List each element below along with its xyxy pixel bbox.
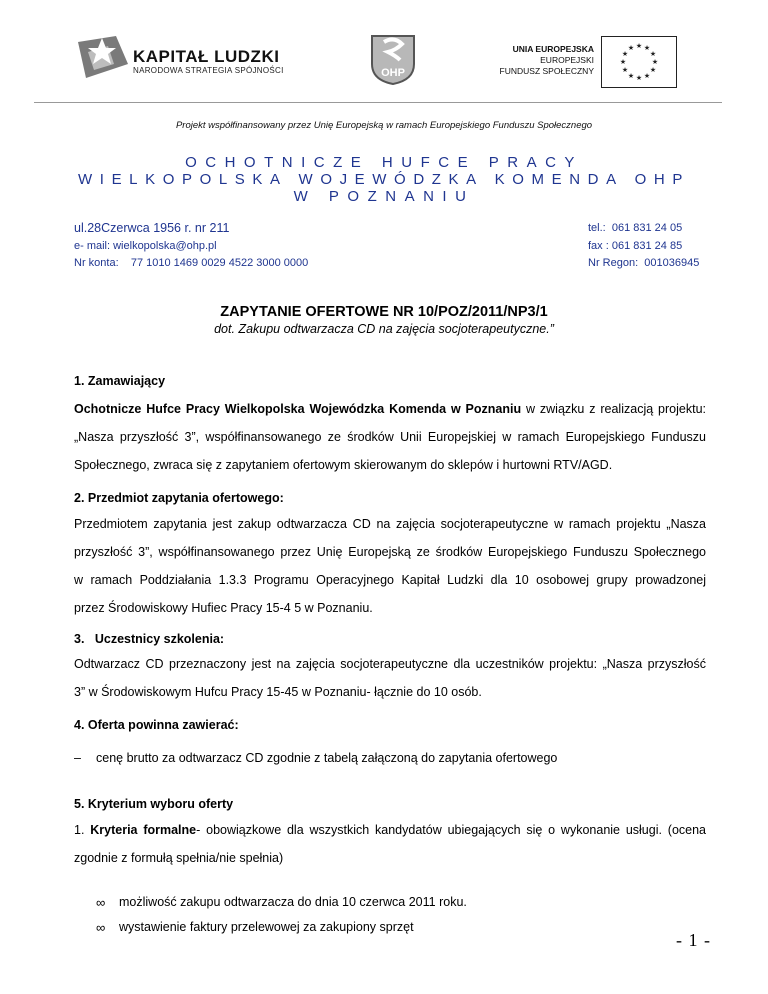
section-4-bullet-icon: – (74, 751, 81, 765)
org-name-line-1: OCHOTNICZE HUFCE PRACY (185, 154, 583, 171)
project-cofinancing-line: Projekt współfinansowany przez Unię Europejską w ramach Europejskiego Funduszu Społecznego (175, 120, 593, 131)
svg-text:★: ★ (649, 50, 657, 58)
section-5-line-2: zgodnie z formułą spełnia/nie spełnia) (74, 851, 284, 865)
section-2-line-1: Przedmiotem zapytania jest zakup odtwarzacza CD na zajęcia socjoterapeutyczne w ramach projektu „Nasza (74, 517, 706, 531)
section-5-item-1: możliwość zakupu odtwarzacza do dnia 10 czerwca 2011 roku. (119, 895, 467, 909)
section-5-bullet-2-icon: ∞ (96, 920, 106, 935)
kapital-ludzki-title: KAPITAŁ LUDZKI (133, 47, 280, 66)
section-3-heading: 3. Uczestnicy szkolenia: (74, 632, 225, 646)
contact-tel: tel.: 061 831 24 05 (588, 222, 683, 234)
page-number: - 1 - (676, 930, 711, 950)
section-1-heading: 1. Zamawiający (74, 374, 166, 388)
section-4-item: cenę brutto za odtwarzacz CD zgodnie z tabelą załączoną do zapytania ofertowego (96, 751, 558, 765)
section-2-line-3: w ramach Poddziałania 1.3.3 Programu Operacyjnego Kapitał Ludzki dla 10 osobowej grupy prowadzonej (74, 573, 706, 587)
contact-fax: fax : 061 831 24 85 (588, 240, 683, 252)
svg-text:★: ★ (649, 66, 657, 74)
section-2-line-2: przyszłość 3”, współfinansowanego przez Unię Europejską ze środków Europejskiego Funduszu Społecznego (74, 545, 706, 559)
svg-text:★: ★ (643, 44, 651, 52)
contact-regon: Nr Regon: 001036945 (588, 257, 700, 269)
section-5-formal-bold: Kryteria formalne (90, 823, 197, 837)
eu-fund-text (476, 44, 594, 77)
section-5-line-1-rest: - obowiązkowe dla wszystkich kandydatów ubiegających się o wykonanie usługi. (ocena (196, 823, 706, 837)
svg-text:★: ★ (635, 74, 643, 82)
section-2-heading: 2. Przedmiot zapytania ofertowego: (74, 491, 284, 505)
section-2-line-4: przez Środowiskowy Hufiec Pracy 15-4 5 w Poznaniu. (74, 601, 373, 615)
org-name-line-3: W POZNANIU (293, 188, 475, 205)
section-5-line-1 (74, 823, 706, 837)
contact-email: e- mail: wielkopolska@ohp.pl (74, 240, 217, 252)
section-4-heading: 4. Oferta powinna zawierać: (74, 718, 239, 732)
document-subtitle: dot. Zakupu odtwarzacza CD na zajęcia socjoterapeutyczne.” (214, 322, 554, 336)
eu-line-3: FUNDUSZ SPOŁECZNY (499, 66, 594, 76)
section-5-heading: 5. Kryterium wyboru oferty (74, 797, 234, 811)
eu-line-2: EUROPEJSKI (540, 55, 594, 65)
svg-text:★: ★ (619, 58, 627, 66)
section-3-line-2: 3” w Środowiskowym Hufcu Pracy 15-45 w Poznaniu- łącznie do 10 osób. (74, 685, 482, 699)
ohp-logo-icon (366, 30, 420, 86)
document-title: ZAPYTANIE OFERTOWE NR 10/POZ/2011/NP3/1 (220, 304, 548, 320)
contact-address: ul.28Czerwca 1956 r. nr 211 (74, 221, 230, 235)
section-1-line-2: „Nasza przyszłość 3”, współfinansowanego ze środków Unii Europejskiej w ramach Europejskiego Funduszu (74, 430, 706, 444)
section-5-bullet-1-icon: ∞ (96, 895, 106, 910)
eu-line-1: UNIA EUROPEJSKA (512, 44, 594, 54)
contact-account: Nr konta: 77 1010 1469 0029 4522 3000 0000 (74, 257, 309, 269)
svg-text:★: ★ (651, 58, 659, 66)
header-divider (34, 102, 722, 103)
svg-text:★: ★ (627, 44, 635, 52)
svg-text:★: ★ (621, 50, 629, 58)
ohp-logo-text: OHP (381, 67, 405, 79)
org-name-line-2: WIELKOPOLSKA WOJEWÓDZKA KOMENDA OHP (78, 171, 690, 188)
section-1-line-1 (74, 402, 706, 416)
section-3-line-1: Odtwarzacz CD przeznaczony jest na zajęcia socjoterapeutyczne dla uczestników projektu: „Nasza przyszłość (74, 657, 706, 671)
eu-flag-icon (601, 36, 677, 88)
svg-text:★: ★ (643, 72, 651, 80)
svg-text:★: ★ (627, 72, 635, 80)
kapital-ludzki-subtitle: NARODOWA STRATEGIA SPÓJNOŚCI (133, 66, 284, 75)
svg-text:★: ★ (621, 66, 629, 74)
section-1-line-1-rest: w związku z realizacją projektu: (521, 402, 706, 416)
svg-text:★: ★ (635, 42, 643, 50)
section-1-line-3: Społecznego, zwraca się z zapytaniem ofertowym skierowanym do sklepów i hurtowni RTV/AGD. (74, 458, 613, 472)
section-1-org-bold: Ochotnicze Hufce Pracy Wielkopolska Wojewódzka Komenda w Poznaniu (74, 402, 522, 416)
section-5-item-2: wystawienie faktury przelewowej za zakupiony sprzęt (119, 920, 414, 934)
section-5-prefix: 1. (74, 823, 91, 837)
